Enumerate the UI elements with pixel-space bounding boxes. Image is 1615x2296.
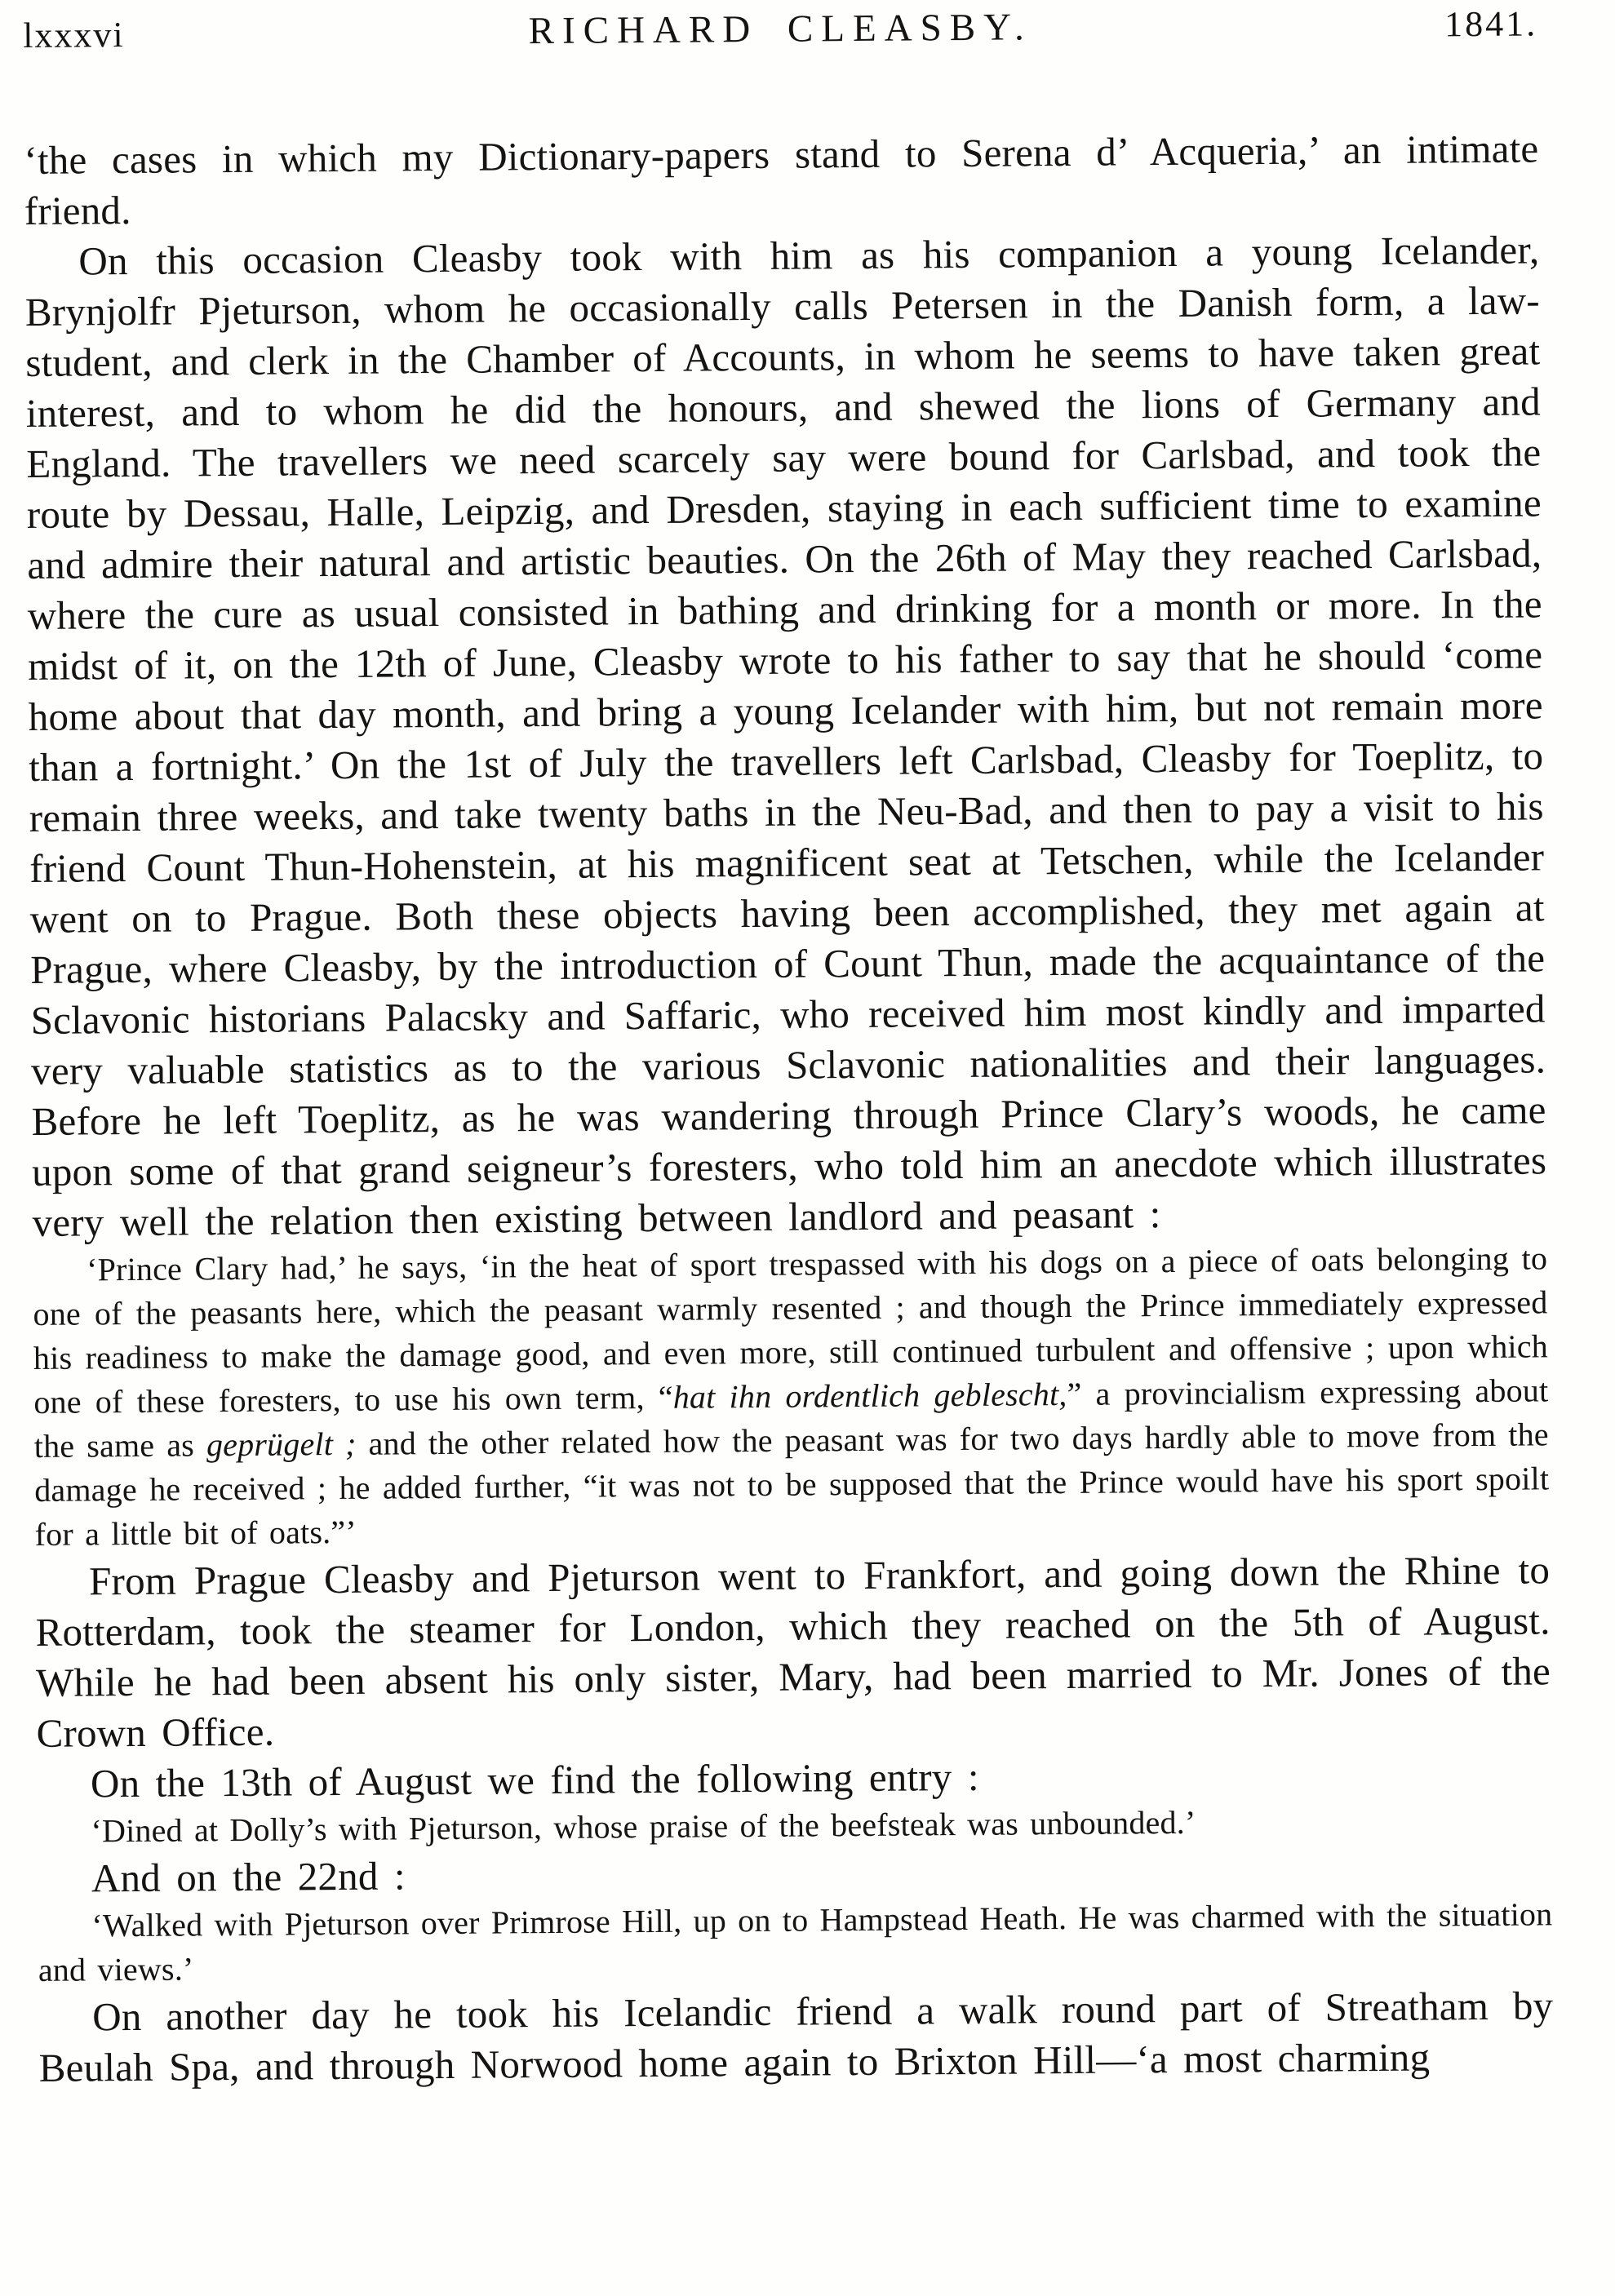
running-header xyxy=(23,1,1537,57)
quote-segment-italic: geprügelt ; xyxy=(206,1425,357,1464)
quote-segment: and the other related how the peasant was for two days hardly able to move from the damage he received ; he added further, “it was not to be supposed that the Prince would have his sport spoilt for a little bit of oats.”’ xyxy=(34,1416,1550,1553)
paragraph-22nd-intro: And on the 22nd : xyxy=(91,1853,406,1901)
paragraph-entry-intro: On the 13th of August we find the following entry : xyxy=(90,1753,979,1806)
page-number: lxxxvi xyxy=(23,15,125,55)
paragraph-return-london: From Prague Cleasby and Pjeturson went to Frankfort, and going down the Rhine to Rotterdam, took the steamer for London, which they reached on the 5th of August. While he had been absent his only sister, Mary, had been married to Mr. Jones of the Crown Office. xyxy=(35,1547,1551,1756)
page-content xyxy=(23,1,1554,2093)
text-block xyxy=(24,123,1554,2094)
running-title: RICHARD CLEASBY. xyxy=(528,6,1032,53)
paragraph-streatham: On another day he took his Icelandic friend a walk round part of Streatham by Beulah Spa, and through Norwood home again to Brixton Hill—‘a most charming xyxy=(38,1983,1554,2090)
year-label: 1841. xyxy=(1444,3,1538,45)
quote-segment: ‘Prince Clary had,’ he says, ‘in the heat of sport trespassed with his dogs on a piece of oats belonging to one of the peasants here, which the peasant warmly resented ; and though the Prince immediately expressed his readiness to make the damage good, and even more, still continued turbulent and offensive ; upon which one of these foresters, to use his own term, “ xyxy=(33,1239,1549,1421)
quote-segment: ” a provincialism expressing about the same as xyxy=(33,1372,1549,1465)
quote-primrose-hill: ‘Walked with Pjeturson over Primrose Hill, up on to Hampstead Heath. He was charmed with the situation and views.’ xyxy=(38,1895,1553,1988)
paragraph-journey: On this occasion Cleasby took with him as his companion a young Icelander, Brynjolfr Pjeturson, whom he occasionally calls Petersen in the Danish form, a law-student, and clerk in the Chamber of Accounts, in whom he seems to have taken great interest, and to whom he did the honours, and shewed the lions of Germany and England. The travellers we need scarcely say were bound for Carlsbad, and took the route by Dessau, Halle, Leipzig, and Dresden, staying in each sufficient time to examine and admire their natural and artistic beauties. On the 26th of May they reached Carlsbad, where the cure as usual consisted in bathing and drinking for a month or more. In the midst of it, on the 12th of June, Cleasby wrote to his father to say that he should ‘come home about that day month, and bring a young Icelander with him, but not remain more than a fortnight.’ On the 1st of July the travellers left Carlsbad, Cleasby for Toeplitz, to remain three weeks, and take twenty baths in the Neu-Bad, and then to pay a visit to his friend Count Thun-Hohenstein, at his magnificent seat at Tetschen, while the Icelander went on to Prague. Both these objects having been accomplished, they met again at Prague, where Cleasby, by the introduction of Count Thun, made the acquaintance of the Sclavonic historians Palacsky and Saffaric, who received him most kindly and imparted very valuable statistics as to the various Sclavonic nationalities and their languages. Before he left Toeplitz, as he was wandering through Prince Clary’s woods, he came upon some of that grand seigneur’s foresters, who told him an anecdote which illustrates very well the relation then existing between landlord and peasant : xyxy=(24,227,1547,1245)
quote-prince-clary xyxy=(33,1236,1550,1557)
paragraph-continuation: ‘the cases in which my Dictionary-papers stand to Serena d’ Acqueria,’ an intimate friend. xyxy=(24,126,1539,233)
quote-dolly: ‘Dined at Dolly’s with Pjeturson, whose praise of the beefsteak was unbounded.’ xyxy=(91,1803,1196,1850)
quote-segment-italic: hat ihn ordentlich geblescht, xyxy=(672,1376,1067,1416)
